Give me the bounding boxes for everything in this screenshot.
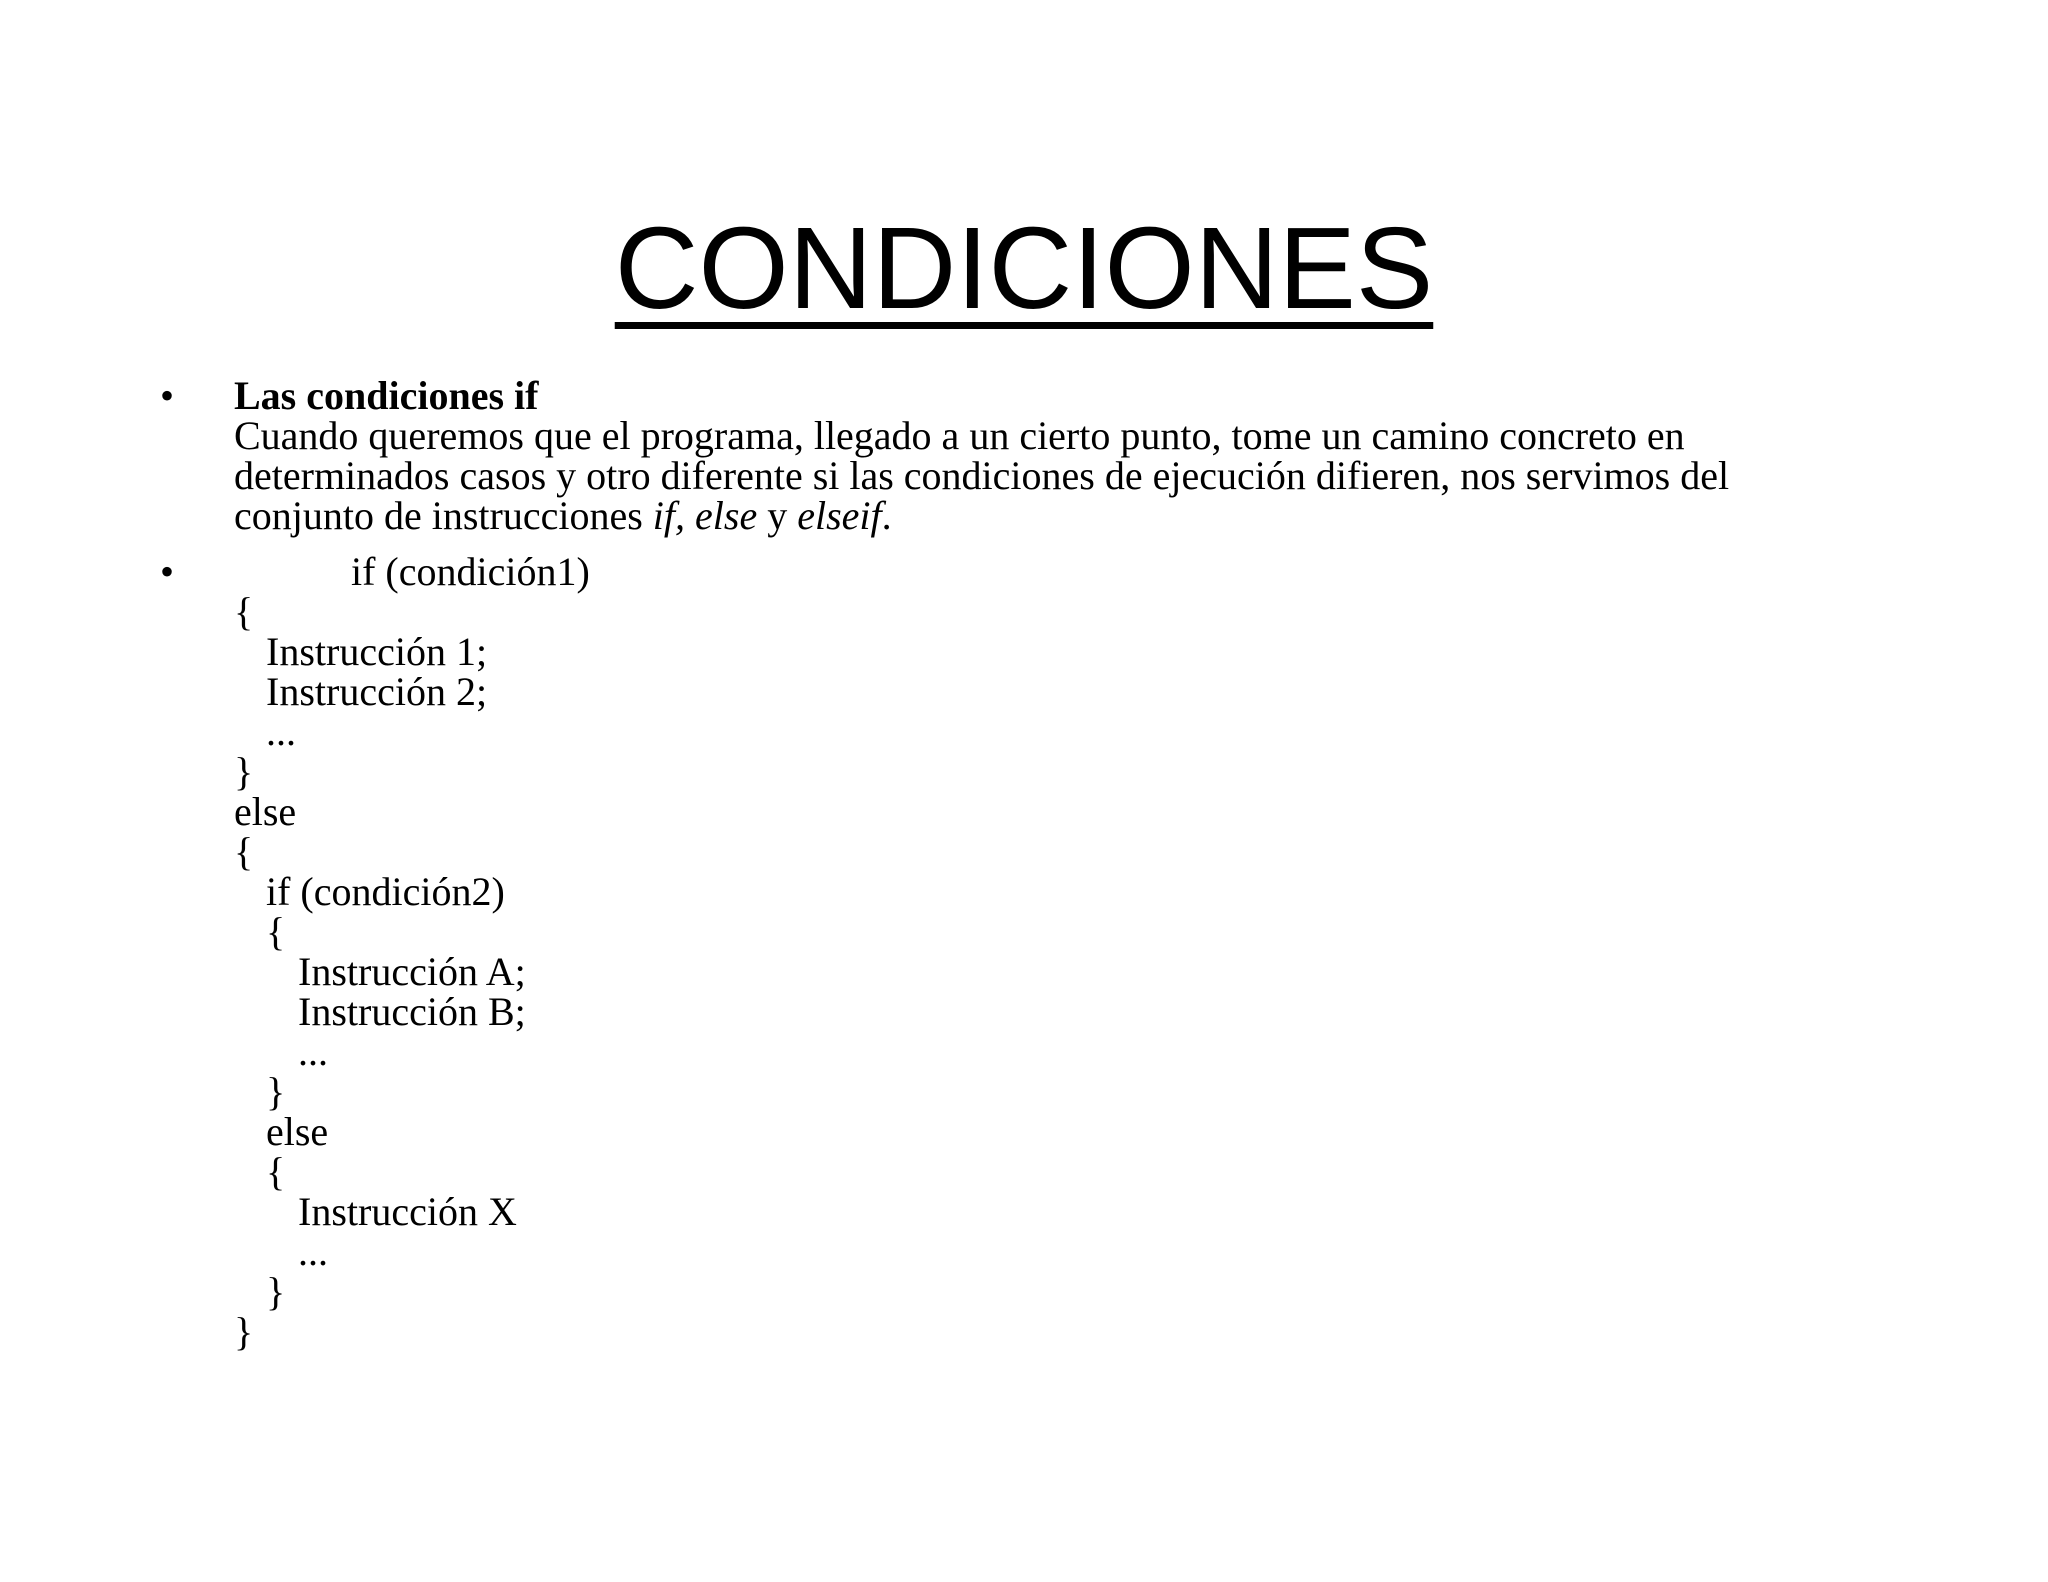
code-line: if (condición1) bbox=[351, 549, 590, 594]
description-line-3-mid: y bbox=[757, 493, 798, 538]
description-line-2: determinados casos y otro diferente si las condiciones de ejecución difieren, nos servimos del bbox=[234, 453, 1730, 498]
code-line: ... bbox=[266, 709, 296, 754]
code-line: ... bbox=[298, 1029, 328, 1074]
description-line-1: Cuando queremos que el programa, llegado a un cierto punto, tome un camino concreto en bbox=[234, 413, 1685, 458]
code-line: if (condición2) bbox=[266, 869, 505, 914]
code-line: { bbox=[266, 1149, 286, 1194]
code-line: else bbox=[234, 789, 297, 834]
code-line: { bbox=[266, 909, 286, 954]
code-line: Instrucción X bbox=[298, 1189, 517, 1234]
code-line: } bbox=[266, 1269, 286, 1314]
bullet-item-if-conditions bbox=[234, 373, 1730, 538]
code-line: ... bbox=[298, 1229, 328, 1274]
code-line: Instrucción 1; bbox=[266, 629, 488, 674]
code-line: } bbox=[234, 1309, 254, 1354]
code-example bbox=[234, 549, 590, 1354]
code-line: } bbox=[266, 1069, 286, 1114]
section-heading: Las condiciones if bbox=[234, 373, 539, 418]
code-line: Instrucción A; bbox=[298, 949, 526, 994]
slide-title-text: CONDICIONES bbox=[614, 203, 1434, 333]
keyword-if-else: if, else bbox=[652, 493, 758, 538]
bullet-marker-2: • bbox=[160, 549, 175, 594]
description-line-3-prefix: conjunto de instrucciones bbox=[234, 493, 653, 538]
slide-title bbox=[0, 198, 2048, 338]
bullet-marker-1: • bbox=[160, 373, 175, 418]
code-line: { bbox=[234, 589, 254, 634]
code-line: } bbox=[234, 749, 254, 794]
description-line-3 bbox=[234, 493, 1729, 538]
code-line: else bbox=[266, 1109, 329, 1154]
description-line-3-suffix: . bbox=[881, 493, 892, 538]
keyword-elseif: elseif bbox=[797, 493, 882, 538]
code-line: { bbox=[234, 829, 254, 874]
code-line: Instrucción B; bbox=[298, 989, 526, 1034]
code-line: Instrucción 2; bbox=[266, 669, 488, 714]
